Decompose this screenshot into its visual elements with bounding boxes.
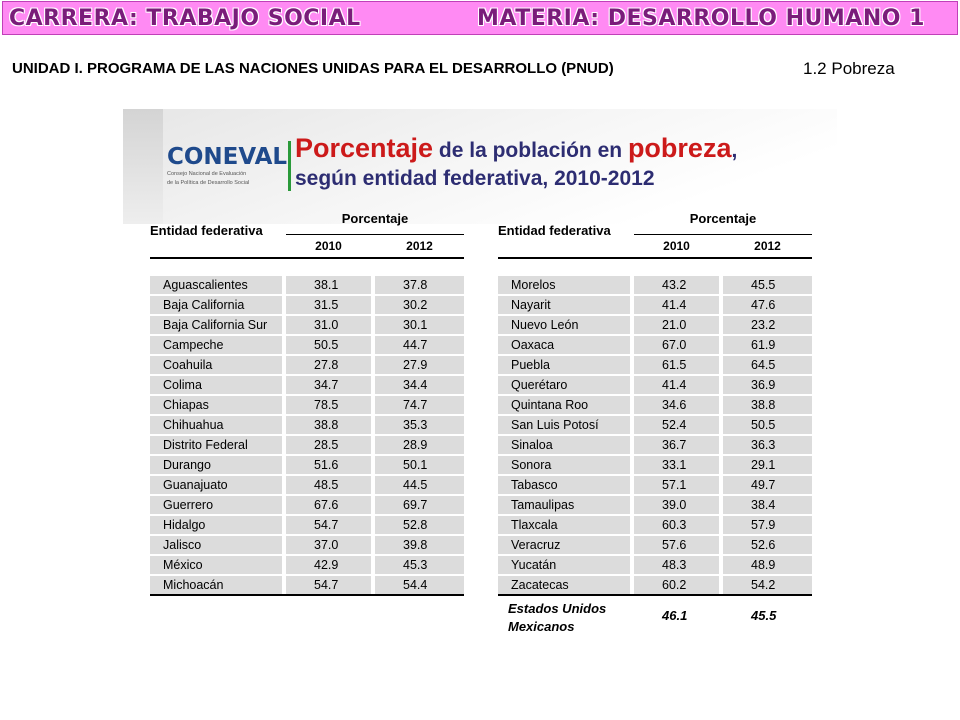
entity-cell: Yucatán xyxy=(498,555,630,575)
entity-cell: Aguascalientes xyxy=(150,276,282,295)
entity-cell: Distrito Federal xyxy=(150,435,282,455)
entity-cell: Chiapas xyxy=(150,395,282,415)
header-year-2010: 2010 xyxy=(315,239,342,253)
entity-cell: Querétaro xyxy=(498,375,630,395)
value-2010-cell: 38.1 xyxy=(286,276,371,295)
value-2010-cell: 60.3 xyxy=(634,515,719,535)
entity-cell: Baja California xyxy=(150,295,282,315)
value-2010-cell: 54.7 xyxy=(286,515,371,535)
value-2010-cell: 48.3 xyxy=(634,555,719,575)
table-row xyxy=(498,535,812,555)
entity-cell: Veracruz xyxy=(498,535,630,555)
value-2010-cell: 34.7 xyxy=(286,375,371,395)
header-year-2012: 2012 xyxy=(406,239,433,253)
table-row xyxy=(498,475,812,495)
table-row xyxy=(150,555,464,575)
coneval-logo xyxy=(167,144,288,193)
table-row xyxy=(150,535,464,555)
value-2010-cell: 21.0 xyxy=(634,315,719,335)
value-2010-cell: 28.5 xyxy=(286,435,371,455)
title-divider xyxy=(288,141,291,191)
header-year-2010: 2010 xyxy=(663,239,690,253)
table-row xyxy=(150,575,464,595)
entity-cell: Puebla xyxy=(498,355,630,375)
value-2010-cell: 34.6 xyxy=(634,395,719,415)
table-row xyxy=(498,355,812,375)
poverty-figure xyxy=(123,109,837,634)
value-2010-cell: 78.5 xyxy=(286,395,371,415)
value-2010-cell: 52.4 xyxy=(634,415,719,435)
value-2012-cell: 35.3 xyxy=(375,415,464,435)
value-2012-cell: 29.1 xyxy=(723,455,812,475)
table-row xyxy=(150,515,464,535)
value-2010-cell: 31.5 xyxy=(286,295,371,315)
title-text-middle: de la población en xyxy=(433,139,628,162)
table-row xyxy=(498,375,812,395)
value-2012-cell: 54.2 xyxy=(723,575,812,595)
table-row xyxy=(150,435,464,455)
value-2012-cell: 64.5 xyxy=(723,355,812,375)
header-entity: Entidad federativa xyxy=(498,222,611,238)
logo-subtitle-2: de la Política de Desarrollo Social xyxy=(167,180,250,186)
value-2010-cell: 57.6 xyxy=(634,535,719,555)
table-row xyxy=(498,455,812,475)
header-banner xyxy=(2,1,958,35)
entity-cell: Jalisco xyxy=(150,535,282,555)
entity-cell: Baja California Sur xyxy=(150,315,282,335)
entity-cell: Durango xyxy=(150,455,282,475)
table-row xyxy=(150,455,464,475)
value-2012-cell: 45.3 xyxy=(375,555,464,575)
entity-cell: México xyxy=(150,555,282,575)
value-2010-cell: 37.0 xyxy=(286,535,371,555)
table-row xyxy=(150,355,464,375)
table-row xyxy=(498,335,812,355)
value-2012-cell: 49.7 xyxy=(723,475,812,495)
header-entity: Entidad federativa xyxy=(150,222,263,238)
table-row xyxy=(150,475,464,495)
table-row xyxy=(498,415,812,435)
figure-title-line2: según entidad federativa, 2010-2012 xyxy=(295,167,655,190)
table-row xyxy=(498,555,812,575)
value-2012-cell: 23.2 xyxy=(723,315,812,335)
value-2012-cell: 38.8 xyxy=(723,395,812,415)
value-2012-cell: 34.4 xyxy=(375,375,464,395)
table-row xyxy=(150,335,464,355)
value-2012-cell: 57.9 xyxy=(723,515,812,535)
value-2012-cell: 47.6 xyxy=(723,295,812,315)
table-row xyxy=(150,295,464,315)
value-2012-cell: 45.5 xyxy=(723,276,812,295)
value-2012-cell: 36.3 xyxy=(723,435,812,455)
entity-cell: Guanajuato xyxy=(150,475,282,495)
unit-heading: UNIDAD I. PROGRAMA DE LAS NACIONES UNIDAS PARA EL DESARROLLO (PNUD) xyxy=(12,60,614,77)
total-2010: 46.1 xyxy=(662,608,688,623)
table-row xyxy=(498,315,812,335)
entity-cell: San Luis Potosí xyxy=(498,415,630,435)
value-2012-cell: 69.7 xyxy=(375,495,464,515)
banner-career-title: CARRERA: TRABAJO SOCIAL xyxy=(9,6,361,31)
entity-cell: Sonora xyxy=(498,455,630,475)
entity-cell: Oaxaca xyxy=(498,335,630,355)
header-percentage: Porcentaje xyxy=(286,204,464,235)
value-2012-cell: 39.8 xyxy=(375,535,464,555)
entity-cell: Morelos xyxy=(498,276,630,295)
value-2012-cell: 61.9 xyxy=(723,335,812,355)
value-2012-cell: 52.8 xyxy=(375,515,464,535)
value-2010-cell: 33.1 xyxy=(634,455,719,475)
value-2012-cell: 74.7 xyxy=(375,395,464,415)
table-row xyxy=(498,575,812,595)
value-2010-cell: 36.7 xyxy=(634,435,719,455)
table-row xyxy=(498,276,812,295)
entity-cell: Quintana Roo xyxy=(498,395,630,415)
value-2012-cell: 37.8 xyxy=(375,276,464,295)
poverty-table-right xyxy=(498,204,812,636)
value-2012-cell: 48.9 xyxy=(723,555,812,575)
value-2012-cell: 44.5 xyxy=(375,475,464,495)
entity-cell: Nayarit xyxy=(498,295,630,315)
table-row xyxy=(498,495,812,515)
entity-cell: Michoacán xyxy=(150,575,282,595)
value-2010-cell: 61.5 xyxy=(634,355,719,375)
entity-cell: Colima xyxy=(150,375,282,395)
value-2012-cell: 54.4 xyxy=(375,575,464,595)
table-row xyxy=(498,435,812,455)
value-2010-cell: 60.2 xyxy=(634,575,719,595)
value-2010-cell: 31.0 xyxy=(286,315,371,335)
total-entity-line1: Estados Unidos xyxy=(508,601,607,616)
table-row xyxy=(150,375,464,395)
table-row xyxy=(498,515,812,535)
logo-subtitle-1: Consejo Nacional de Evaluación xyxy=(167,171,247,177)
table-row xyxy=(150,315,464,335)
entity-cell: Tabasco xyxy=(498,475,630,495)
total-entity-line2: Mexicanos xyxy=(508,619,575,634)
value-2012-cell: 27.9 xyxy=(375,355,464,375)
value-2012-cell: 30.2 xyxy=(375,295,464,315)
section-heading: 1.2 Pobreza xyxy=(803,59,895,78)
entity-cell: Campeche xyxy=(150,335,282,355)
value-2010-cell: 42.9 xyxy=(286,555,371,575)
value-2010-cell: 50.5 xyxy=(286,335,371,355)
title-word-porcentaje: Porcentaje xyxy=(295,133,434,163)
value-2010-cell: 38.8 xyxy=(286,415,371,435)
total-row xyxy=(498,595,812,636)
value-2012-cell: 38.4 xyxy=(723,495,812,515)
entity-cell: Sinaloa xyxy=(498,435,630,455)
value-2010-cell: 43.2 xyxy=(634,276,719,295)
title-word-pobreza: pobreza xyxy=(627,133,732,163)
value-2012-cell: 52.6 xyxy=(723,535,812,555)
value-2012-cell: 50.5 xyxy=(723,415,812,435)
total-entity xyxy=(498,595,630,636)
table-row xyxy=(150,495,464,515)
entity-cell: Coahuila xyxy=(150,355,282,375)
header-percentage: Porcentaje xyxy=(634,204,812,235)
value-2012-cell: 36.9 xyxy=(723,375,812,395)
table-row xyxy=(498,395,812,415)
value-2010-cell: 67.0 xyxy=(634,335,719,355)
value-2012-cell: 30.1 xyxy=(375,315,464,335)
entity-cell: Guerrero xyxy=(150,495,282,515)
entity-cell: Hidalgo xyxy=(150,515,282,535)
value-2010-cell: 39.0 xyxy=(634,495,719,515)
entity-cell: Nuevo León xyxy=(498,315,630,335)
value-2012-cell: 50.1 xyxy=(375,455,464,475)
value-2010-cell: 51.6 xyxy=(286,455,371,475)
poverty-table-left xyxy=(150,204,464,596)
value-2010-cell: 41.4 xyxy=(634,295,719,315)
value-2012-cell: 28.9 xyxy=(375,435,464,455)
value-2010-cell: 54.7 xyxy=(286,575,371,595)
entity-cell: Tamaulipas xyxy=(498,495,630,515)
entity-cell: Chihuahua xyxy=(150,415,282,435)
logo-wordmark: CONEVAL xyxy=(167,144,288,170)
title-comma: , xyxy=(731,139,738,162)
value-2010-cell: 27.8 xyxy=(286,355,371,375)
header-year-2012: 2012 xyxy=(754,239,781,253)
value-2010-cell: 57.1 xyxy=(634,475,719,495)
table-row xyxy=(150,276,464,295)
value-2010-cell: 48.5 xyxy=(286,475,371,495)
value-2012-cell: 44.7 xyxy=(375,335,464,355)
figure-title-line1 xyxy=(295,133,737,164)
banner-subject-title: MATERIA: DESARROLLO HUMANO 1 xyxy=(477,6,925,31)
table-row xyxy=(150,395,464,415)
total-2012: 45.5 xyxy=(751,608,777,623)
value-2010-cell: 41.4 xyxy=(634,375,719,395)
table-row xyxy=(498,295,812,315)
entity-cell: Zacatecas xyxy=(498,575,630,595)
table-row xyxy=(150,415,464,435)
value-2010-cell: 67.6 xyxy=(286,495,371,515)
entity-cell: Tlaxcala xyxy=(498,515,630,535)
